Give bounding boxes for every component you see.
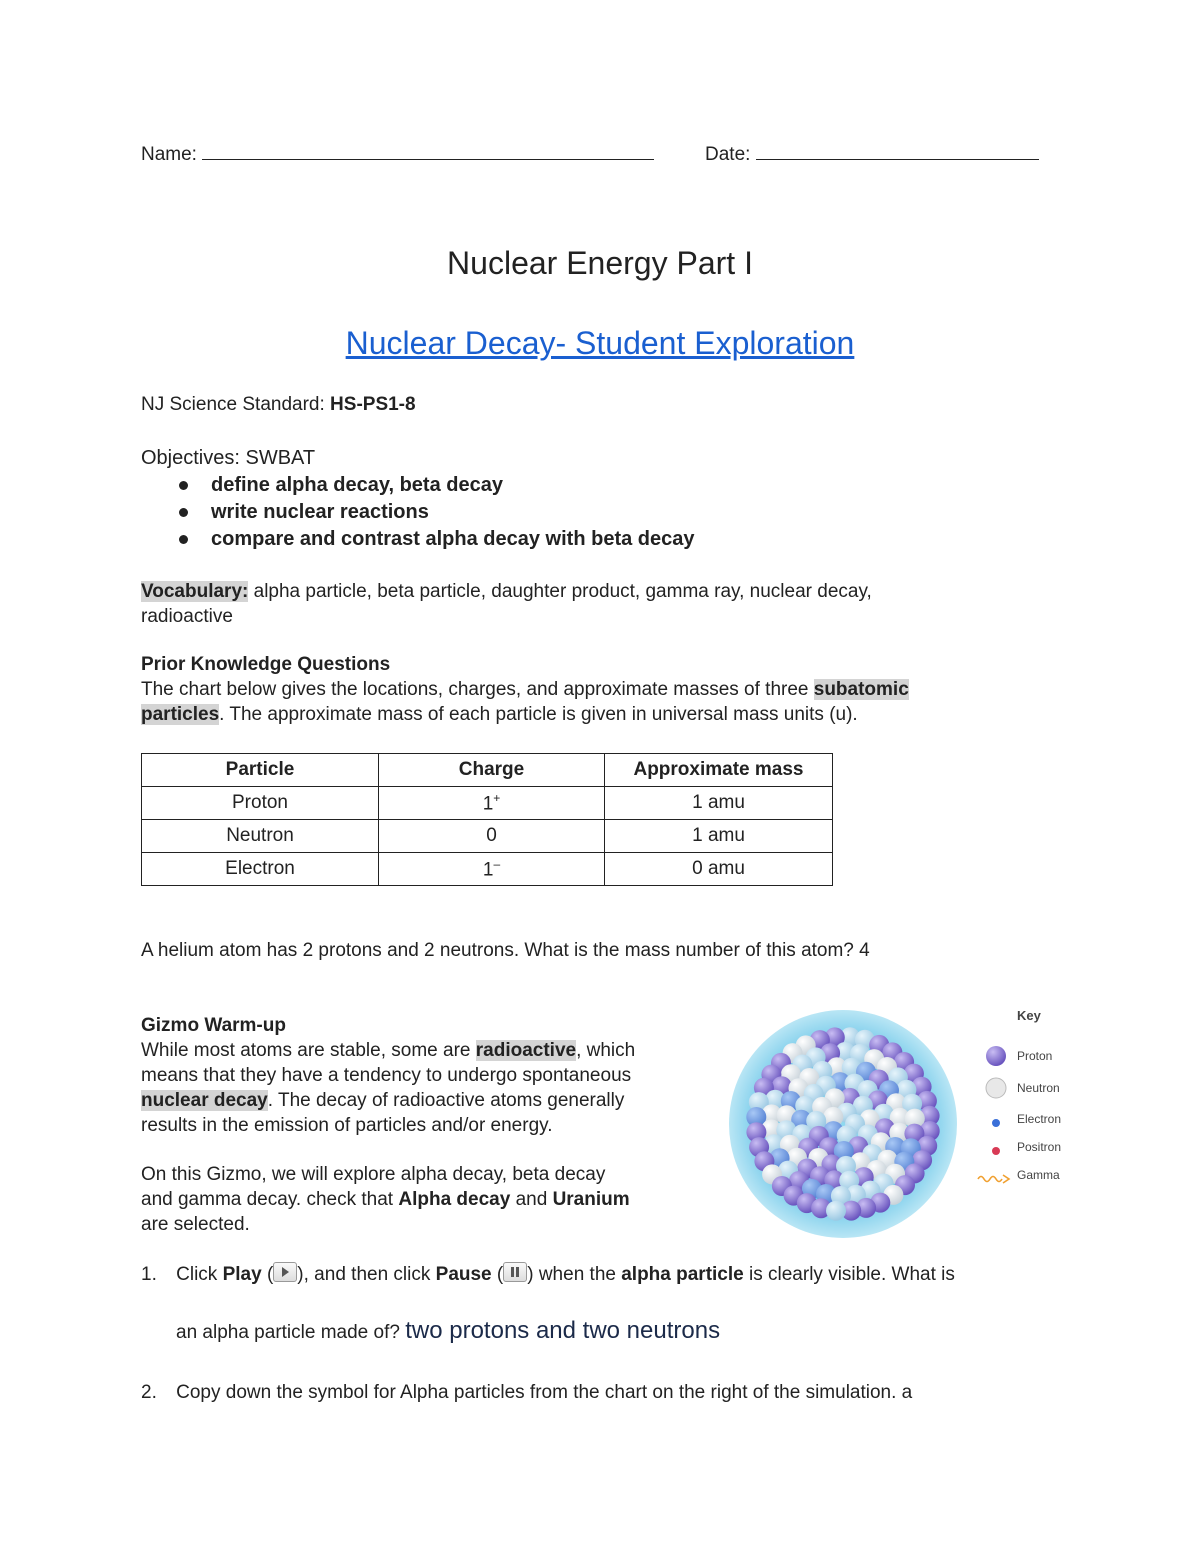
cell-mass: 0 amu — [605, 853, 833, 886]
header-particle: Particle — [142, 754, 379, 787]
objective-item: write nuclear reactions — [141, 499, 1041, 526]
question-number: 2. — [141, 1382, 157, 1403]
objective-item: define alpha decay, beta decay — [141, 472, 1041, 499]
proton-key-icon — [985, 1045, 1007, 1072]
uranium-term: Uranium — [552, 1189, 630, 1210]
warmup-text: , which — [576, 1040, 636, 1061]
objective-item: compare and contrast alpha decay with beta decay — [141, 526, 1041, 553]
neutron-key-icon — [985, 1077, 1007, 1104]
prior-knowledge-text — [141, 677, 1081, 727]
cell-mass: 1 amu — [605, 787, 833, 820]
gamma-key-icon — [977, 1171, 1013, 1189]
header-mass: Approximate mass — [605, 754, 833, 787]
warmup-text: results in the emission of particles and/or energy. — [141, 1115, 553, 1136]
question-1-cont — [176, 1318, 720, 1345]
objectives-heading: Objectives: SWBAT — [141, 447, 316, 469]
key-label-electron: Electron — [1017, 1112, 1062, 1126]
key-title: Key — [1017, 1008, 1041, 1023]
standard-label: NJ Science Standard: — [141, 394, 325, 415]
pause-icon[interactable] — [503, 1262, 527, 1282]
warmup-text: and — [510, 1189, 553, 1210]
warmup-text: means that they have a tendency to undergo spontaneous — [141, 1065, 632, 1086]
pause-term: Pause — [435, 1264, 492, 1285]
q1-text: ) when the — [527, 1264, 622, 1285]
helium-question: A helium atom has 2 protons and 2 neutrons. What is the mass number of this atom? 4 — [141, 940, 870, 961]
cell-charge: 0 — [379, 820, 605, 853]
question-2 — [141, 1380, 1081, 1405]
table-row — [142, 853, 833, 886]
date-label: Date: — [705, 144, 751, 165]
standard-line — [141, 392, 416, 417]
header-charge: Charge — [379, 754, 605, 787]
charge-sign: – — [493, 856, 501, 871]
vocabulary-label: Vocabulary: — [141, 581, 249, 602]
particles-term: particles — [141, 704, 220, 725]
name-field — [141, 142, 654, 167]
electron-key-icon — [991, 1115, 1001, 1133]
prior-text-b: . The approximate mass of each particle is given in universal mass units (u). — [219, 704, 858, 725]
key-label-positron: Positron — [1017, 1140, 1062, 1154]
cell-mass: 1 amu — [605, 820, 833, 853]
warmup-text: While most atoms are stable, some are — [141, 1040, 476, 1061]
prior-text-a: The chart below gives the locations, charges, and approximate masses of three — [141, 679, 814, 700]
warmup-text: On this Gizmo, we will explore alpha decay, beta decay — [141, 1164, 606, 1185]
table-header-row — [142, 754, 833, 787]
nucleus-illustration — [725, 1008, 961, 1240]
nuclear-decay-term: nuclear decay — [141, 1090, 268, 1111]
prior-knowledge-heading: Prior Knowledge Questions — [141, 654, 391, 675]
name-label: Name: — [141, 144, 197, 165]
q1-text: ), and then click — [297, 1264, 436, 1285]
cell-particle: Proton — [142, 787, 379, 820]
cell-charge — [379, 787, 605, 820]
charge-sign: + — [493, 790, 501, 805]
key-label-neutron: Neutron — [1017, 1081, 1060, 1095]
vocabulary-terms: alpha particle, beta particle, daughter product, gamma ray, nuclear decay, — [248, 581, 872, 602]
table-row — [142, 787, 833, 820]
q1-text: is clearly visible. What is — [743, 1264, 955, 1285]
warmup-text: and gamma decay. check that — [141, 1189, 399, 1210]
charge-value: 1 — [482, 859, 494, 881]
cell-particle: Electron — [142, 853, 379, 886]
page-subtitle-link[interactable]: Nuclear Decay- Student Exploration — [345, 325, 855, 361]
question-1 — [141, 1262, 1081, 1287]
date-field — [705, 142, 1039, 167]
vocabulary-terms-cont: radioactive — [141, 606, 233, 627]
warmup-paragraph-1 — [141, 1038, 721, 1138]
page-title: Nuclear Energy Part I — [447, 245, 753, 281]
objectives-list — [141, 472, 1041, 553]
table-row — [142, 820, 833, 853]
play-term: Play — [222, 1264, 262, 1285]
q2-text: Copy down the symbol for Alpha particles from the chart on the right of the simulation. a — [176, 1382, 913, 1403]
q1-text: Click — [176, 1264, 223, 1285]
warmup-paragraph-2 — [141, 1162, 721, 1237]
subatomic-term: subatomic — [813, 679, 909, 700]
warmup-heading: Gizmo Warm-up — [141, 1015, 286, 1036]
q1-text: ( — [491, 1264, 504, 1285]
q1-text: an alpha particle made of? — [176, 1322, 400, 1343]
alpha-particle-term: alpha particle — [621, 1264, 744, 1285]
legend-key — [975, 1008, 1085, 1188]
key-label-gamma: Gamma — [1017, 1168, 1060, 1182]
cell-charge — [379, 853, 605, 886]
alpha-decay-term: Alpha decay — [398, 1189, 511, 1210]
standard-value: HS-PS1-8 — [330, 394, 416, 415]
question-number: 1. — [141, 1264, 157, 1285]
warmup-text: . The decay of radioactive atoms generally — [267, 1090, 625, 1111]
cell-particle: Neutron — [142, 820, 379, 853]
date-blank[interactable] — [756, 158, 1039, 160]
radioactive-term: radioactive — [475, 1040, 577, 1061]
warmup-text: are selected. — [141, 1214, 250, 1235]
nucleon — [826, 1201, 846, 1221]
key-label-proton: Proton — [1017, 1049, 1053, 1063]
particle-table — [141, 753, 833, 886]
play-icon[interactable] — [273, 1262, 297, 1282]
positron-key-icon — [991, 1143, 1001, 1161]
name-blank[interactable] — [202, 158, 654, 160]
charge-value: 1 — [482, 793, 494, 815]
vocabulary — [141, 579, 1061, 629]
q1-answer[interactable]: two protons and two neutrons — [405, 1317, 721, 1344]
q1-text: ( — [261, 1264, 274, 1285]
